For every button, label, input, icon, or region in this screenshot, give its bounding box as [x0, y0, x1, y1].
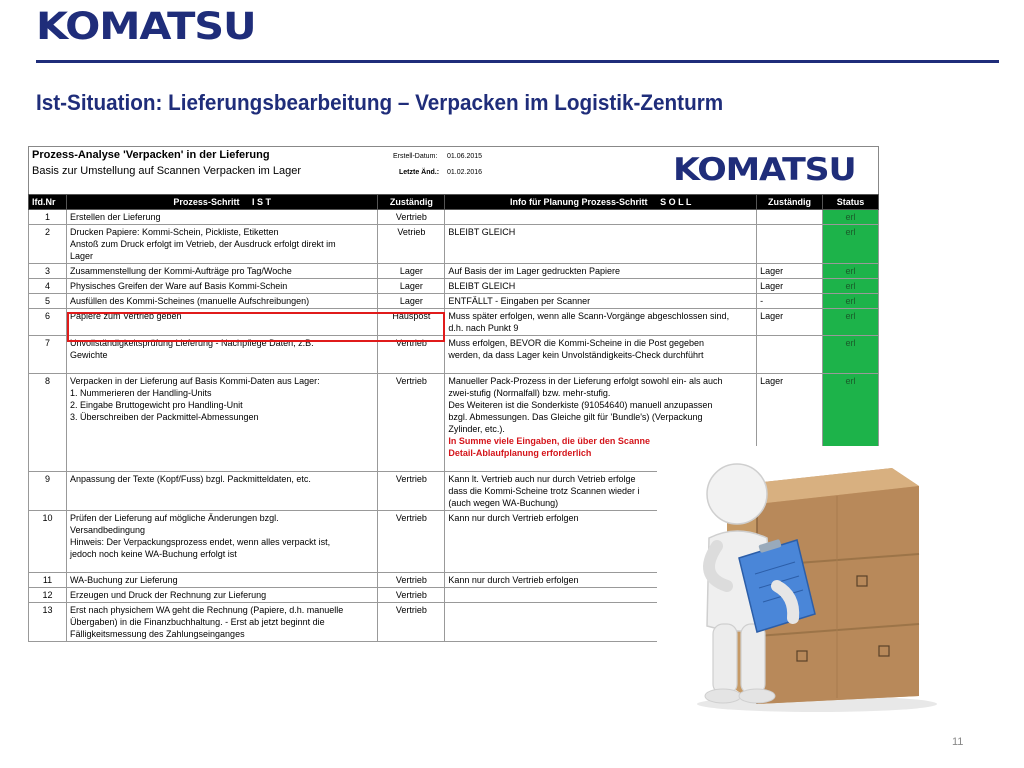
cell-status: erl	[823, 210, 879, 225]
cell-line: WA-Buchung zur Lieferung	[69, 575, 178, 585]
cell-line: Muss später erfolgen, wenn alle Scann-Vorgänge abgeschlossen sind,	[448, 311, 730, 321]
cell-line: werden, da dass Lager kein Unvolständigkeits-Check durchführt	[448, 350, 704, 360]
cell-step	[66, 588, 377, 603]
cell-line: Fälligkeitsmessung des Zahlungseinganges	[69, 629, 245, 639]
cell-line: BLEIBT GLEICH	[448, 227, 516, 237]
cell-line: Unvollständigkeitsprüfung Lieferung - Nachpflege Daten, z.B.	[69, 338, 314, 348]
cell-step	[66, 511, 377, 573]
cell-info	[445, 309, 757, 336]
cell-step	[66, 374, 377, 472]
cell-line: Erzeugen und Druck der Rechnung zur Lieferung	[69, 590, 267, 600]
cell-nr: 6	[29, 309, 67, 336]
cell-zustandig: Vetrieb	[378, 225, 445, 264]
cell-nr: 1	[29, 210, 67, 225]
cell-line: Kann nur durch Vertrieb erfolgen	[448, 513, 579, 523]
cell-line: zwei-stufig (Normalfall) bzw. mehr-stufig.	[448, 388, 611, 398]
table-row	[29, 210, 879, 225]
cell-status: erl	[823, 294, 879, 309]
cell-info	[445, 294, 757, 309]
cell-step	[66, 279, 377, 294]
table-row	[29, 294, 879, 309]
table-row	[29, 279, 879, 294]
col-header-info-label: Info für Planung Prozess-Schritt	[510, 197, 648, 207]
cell-zustandig2	[757, 225, 823, 264]
col-header-status: Status	[823, 195, 879, 210]
cell-line: Hinweis: Der Verpackungsprozess endet, wenn alles verpackt ist,	[69, 537, 331, 547]
cell-line: Prüfen der Lieferung auf mögliche Änderungen bzgl.	[69, 513, 279, 523]
cell-line: Kann lt. Vertrieb auch nur durch Vetrieb erfolge	[448, 474, 636, 484]
cell-status: erl	[823, 374, 879, 472]
cell-zustandig: Vertrieb	[378, 472, 445, 511]
col-header-nr: lfd.Nr	[29, 195, 67, 210]
col-header-ist: I S T	[251, 197, 271, 207]
cell-nr: 5	[29, 294, 67, 309]
sheet-subtitle: Basis zur Umstellung auf Scannen Verpacken im Lager	[32, 165, 302, 177]
cell-zustandig: Hauspost	[378, 309, 445, 336]
info-warning-line: Detail-Ablaufplanung erforderlich	[448, 448, 592, 458]
cell-line: d.h. nach Punkt 9	[448, 323, 519, 333]
cell-line: Des Weiteren ist die Sonderkiste (91054640) manuell anzupassen	[448, 400, 713, 410]
cell-line: (auch wegen WA-Buchung)	[448, 498, 559, 508]
cell-zustandig2: -	[757, 294, 823, 309]
cell-nr: 10	[29, 511, 67, 573]
col-header-step-label: Prozess-Schritt	[173, 197, 240, 207]
cell-zustandig: Lager	[378, 279, 445, 294]
col-header-zustandig2: Zuständig	[757, 195, 823, 210]
header-rule	[36, 60, 999, 63]
col-header-zustandig: Zuständig	[378, 195, 445, 210]
cell-zustandig: Vertrieb	[378, 336, 445, 374]
slide-title: Ist-Situation: Lieferungsbearbeitung – Verpacken im Logistik-Zenturm	[36, 90, 724, 115]
cell-line: Muss erfolgen, BEVOR die Kommi-Scheine in die Post gegeben	[448, 338, 705, 348]
cell-line: Anstoß zum Druck erfolgt im Vetrieb, der Ausdruck erfolgt direkt im	[69, 239, 336, 249]
komatsu-logo-sheet: KOMATSU	[673, 152, 856, 188]
komatsu-logo: KOMATSU	[36, 5, 256, 48]
cell-step	[66, 264, 377, 279]
cell-line: Erstellen der Lieferung	[69, 212, 161, 222]
cell-step	[66, 573, 377, 588]
cell-line: Zusammenstellung der Kommi-Aufträge pro Tag/Woche	[69, 266, 292, 276]
cell-zustandig: Vertrieb	[378, 603, 445, 642]
cell-zustandig: Lager	[378, 264, 445, 279]
cell-line: Übergaben) in die Finanzbuchhaltung. - Erst ab jetzt beginnt die	[69, 617, 325, 627]
cell-info	[445, 225, 757, 264]
cell-zustandig: Vertrieb	[378, 511, 445, 573]
table-row	[29, 225, 879, 264]
col-header-info	[445, 195, 757, 210]
cell-nr: 9	[29, 472, 67, 511]
cell-nr: 2	[29, 225, 67, 264]
cell-line: Lager	[69, 251, 93, 261]
sheet-header	[28, 146, 879, 195]
cell-line: Manueller Pack-Prozess in der Lieferung erfolgt sowohl ein- als auch	[448, 376, 723, 386]
cell-info	[445, 279, 757, 294]
created-date-value: 01.06.2015	[447, 153, 483, 160]
cell-zustandig2	[757, 336, 823, 374]
cell-line: 1. Nummerieren der Handling-Units	[69, 388, 212, 398]
cell-zustandig2: Lager	[757, 309, 823, 336]
cell-line: Physisches Greifen der Ware auf Basis Kommi-Schein	[69, 281, 288, 291]
page-number: 11	[952, 736, 964, 748]
cell-line: Zylinder, etc.).	[448, 424, 505, 434]
cell-line: Ausfüllen des Kommi-Scheines (manuelle Aufschreibungen)	[69, 296, 310, 306]
cell-line: Verpacken in der Lieferung auf Basis Kommi-Daten aus Lager:	[69, 376, 320, 386]
cell-line: Gewichte	[69, 350, 108, 360]
cell-line: Anpassung der Texte (Kopf/Fuss) bzgl. Packmitteldaten, etc.	[69, 474, 311, 484]
cell-zustandig: Vertrieb	[378, 573, 445, 588]
cell-step	[66, 210, 377, 225]
cell-status: erl	[823, 309, 879, 336]
cell-step	[66, 603, 377, 642]
cell-line: 2. Eingabe Bruttogewicht pro Handling-Unit	[69, 400, 243, 410]
cell-status: erl	[823, 336, 879, 374]
cell-zustandig: Lager	[378, 294, 445, 309]
cell-zustandig: Vertrieb	[378, 210, 445, 225]
cell-zustandig: Vertrieb	[378, 588, 445, 603]
table-row	[29, 264, 879, 279]
cell-line: bzgl. Abmessungen. Das Gleiche gilt für 'Bundle's) (Verpackung	[448, 412, 703, 422]
cell-nr: 3	[29, 264, 67, 279]
cell-nr: 7	[29, 336, 67, 374]
cell-step	[66, 294, 377, 309]
highlight-box-row-6	[67, 312, 445, 342]
cell-line: Papiere zum Vertrieb geben	[69, 311, 182, 321]
cell-line: Versandbedingung	[69, 525, 146, 535]
created-date-label: Erstell-Datum:	[393, 153, 438, 160]
table-header-row	[29, 195, 879, 210]
changed-date-label: Letzte Änd.:	[399, 169, 440, 176]
cell-nr: 8	[29, 374, 67, 472]
cell-line: Auf Basis der im Lager gedruckten Papiere	[448, 266, 620, 276]
cell-info	[445, 336, 757, 374]
cell-line: jedoch noch keine WA-Buchung erfolgt ist	[69, 549, 237, 559]
col-header-soll: S O L L	[660, 197, 692, 207]
cell-step	[66, 225, 377, 264]
cell-line: Erst nach physichem WA geht die Rechnung (Papiere, d.h. manuelle	[69, 605, 344, 615]
cell-line: BLEIBT GLEICH	[448, 281, 516, 291]
cell-zustandig: Vertrieb	[378, 374, 445, 472]
cell-zustandig2	[757, 210, 823, 225]
cell-line: Drucken Papiere: Kommi-Schein, Pickliste, Etiketten	[69, 227, 279, 237]
cell-nr: 11	[29, 573, 67, 588]
figure-with-clipboard-and-boxes-icon	[657, 446, 937, 716]
cell-nr: 4	[29, 279, 67, 294]
cell-line: 3. Überschreiben der Packmittel-Abmessungen	[69, 412, 259, 422]
changed-date-value: 01.02.2016	[447, 169, 483, 176]
cell-line: ENTFÄLLT - Eingaben per Scanner	[448, 296, 591, 306]
cell-zustandig2: Lager	[757, 264, 823, 279]
cell-status: erl	[823, 264, 879, 279]
cell-line: Kann nur durch Vertrieb erfolgen	[448, 575, 579, 585]
col-header-step	[66, 195, 377, 210]
cell-zustandig2: Lager	[757, 374, 823, 472]
cell-info	[445, 210, 757, 225]
cell-nr: 13	[29, 603, 67, 642]
cell-status: erl	[823, 279, 879, 294]
cell-zustandig2: Lager	[757, 279, 823, 294]
info-warning-line: In Summe viele Eingaben, die über den Scanne	[448, 436, 650, 446]
cell-nr: 12	[29, 588, 67, 603]
cell-line: dass die Kommi-Scheine trotz Scannen wieder i	[448, 486, 640, 496]
cell-info	[445, 264, 757, 279]
cell-step	[66, 472, 377, 511]
cell-status: erl	[823, 225, 879, 264]
sheet-title: Prozess-Analyse 'Verpacken' in der Lieferung	[32, 149, 270, 161]
